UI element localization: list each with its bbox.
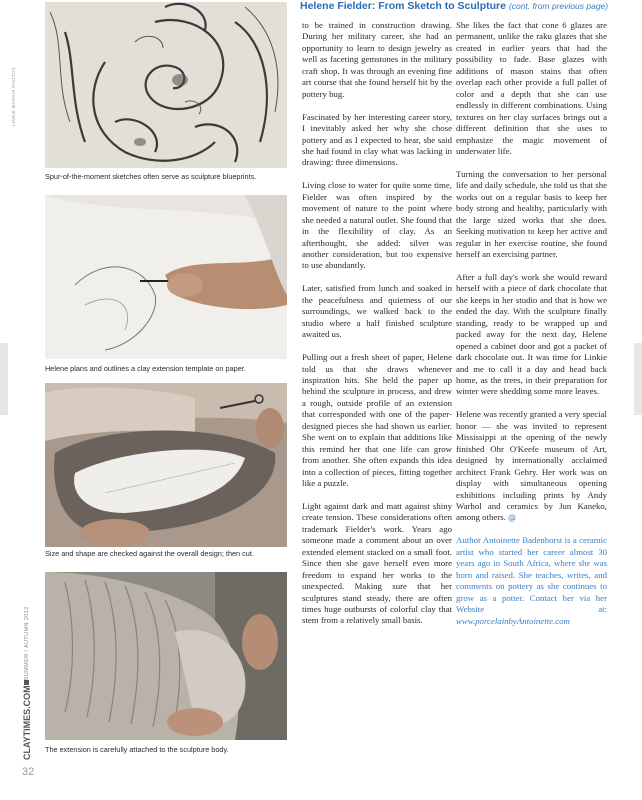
page-edge-tab-left xyxy=(0,343,8,415)
paragraph: Pulling out a fresh sheet of paper, Helene told us that she draws whenever inspiration hits. She held the paper up behind the sculpture in process, and drew a rough, outside profile of an extension that corresponded with one of the paper-designed pieces she had shown us earlier. She went on to explain that additions like this remind her that one life can grow from another. She often expands this idea into a collection of pieces, fitting together like a puzzle. xyxy=(302,352,452,489)
article-header xyxy=(300,0,640,12)
page-number: 32 xyxy=(22,766,35,778)
author-website-link[interactable]: www.porcelainbyAntoinette.com xyxy=(456,615,570,626)
paragraph: After a full day's work she would reward herself with a piece of dark chocolate that she keeps in her studio and that is how we ended the day. With the sculpture finally standing, ready to be wrapped up and packed away for the next day, Helene opened a cabinet door and got a packet of dark chocolate out. It was time for Linkie and me to call it a day and head back home, as the trees, in their preparation for winter were shedding some more leaves. xyxy=(456,271,607,397)
article-title: Helene Fielder: From Sketch to Sculpture xyxy=(300,0,506,12)
magazine-sidebar xyxy=(22,590,34,760)
caption-size-check: Size and shape are checked against the overall design; then cut. xyxy=(45,549,254,558)
separator-square xyxy=(25,680,30,685)
continued-note: (cont. from previous page) xyxy=(508,1,609,11)
magazine-brand: CLAYTIMES.COM xyxy=(22,685,32,760)
paragraph: Living close to water for quite some time, Fielder was often inspired by the movement of nature to the point where she needed a natural outlet. She found that in the flexibility of clay. As an afterthought, she added: silver was another consideration, but too expensive to use abundantly. xyxy=(302,180,452,271)
author-bio xyxy=(456,535,607,627)
paragraph-text: Helene was recently granted a very special honor — she was invited to represent Mississippi at the opening of the newly finished Ohr O'Keefe museum of Art, designed by internationally acclaimed architect Frank Gehry. Her work was on display with simultaneous opening exhibitions including prints by Andy Warhol and ceramics by Jun Kaneko, among others. xyxy=(456,409,607,523)
paragraph: Light against dark and matt against shiny create tension. These considerations often trademark Fielder's work. Years ago someone made a comment about an over extended element stacked on a small foot. Since then she gave herself even more freedom to expand her works to the unexpected. Making sure that her sculptures stand steady, there are often times huge outbursts of colorful clay that stem from a relatively small basis. xyxy=(302,500,452,626)
caption-sketches: Spur-of-the-moment sketches often serve as sculpture blueprints. xyxy=(45,172,257,181)
paragraph xyxy=(456,409,607,524)
text-column-1 xyxy=(302,20,452,638)
photo-sketches xyxy=(45,2,287,168)
photo-credit: LINKIE MARAIS PHOTOS xyxy=(11,67,16,126)
paragraph: Later, satisfied from lunch and soaked in the peacefulness and quietness of our surroundings, we walked back to the studio where a half finished sculpture awaited us. xyxy=(302,283,452,340)
paragraph: to be trained in construction drawing. During her military career, she had an opportunity to learn to design jewelry as well as faceting gemstones in the military craft shop. It was through an evening fine art course that she found herself bit by the pottery bug. xyxy=(302,20,452,99)
article-endmark: @ xyxy=(508,513,517,523)
photo-clay-cutout xyxy=(45,383,287,547)
paragraph: Fascinated by her interesting career story, I inevitably asked her why she chose pottery and as I expected to hear, she said she had found in clay what was lacking in drawing: three dimensions. xyxy=(302,111,452,168)
issue-label: SUMMER / AUTUMN 2012 xyxy=(24,606,30,681)
caption-template: Helene plans and outlines a clay extension template on paper. xyxy=(45,364,246,373)
page-edge-tab-right xyxy=(634,343,642,415)
paragraph: Turning the conversation to her personal life and daily schedule, she told us that she works out on a regular basis to keep her body strong and healthy, particularly with the large sized works that she does. Seeking motivation to keep her active and regular in her exercise routine, she found herself an exercising partner. xyxy=(456,168,607,260)
text-column-2 xyxy=(456,20,607,638)
photo-drawing-template xyxy=(45,195,287,359)
author-bio-text: Author Antoinette Badenhorst is a ceramic artist who started her career almost 30 years ago in South Africa, where she was born and raised. She teaches, writes, and comments on pottery as she continues to grow as a potter. Contact her via her Website at: xyxy=(456,535,607,615)
caption-extension: The extension is carefully attached to the sculpture body. xyxy=(45,745,229,754)
paragraph: She likes the fact that cone 6 glazes are permanent, unlike the raku glazes that she created in earlier years that had the possibility to fade. Base glazes with additions of mason stains that often overlap each other provide a full pallet of color and a depth that she can use endlessly in different combinations. Using textures on her clay surfaces brings out a different definition that she uses to emphasize the magic movement of underwater life. xyxy=(456,20,607,156)
photo-extension-attached xyxy=(45,572,287,740)
